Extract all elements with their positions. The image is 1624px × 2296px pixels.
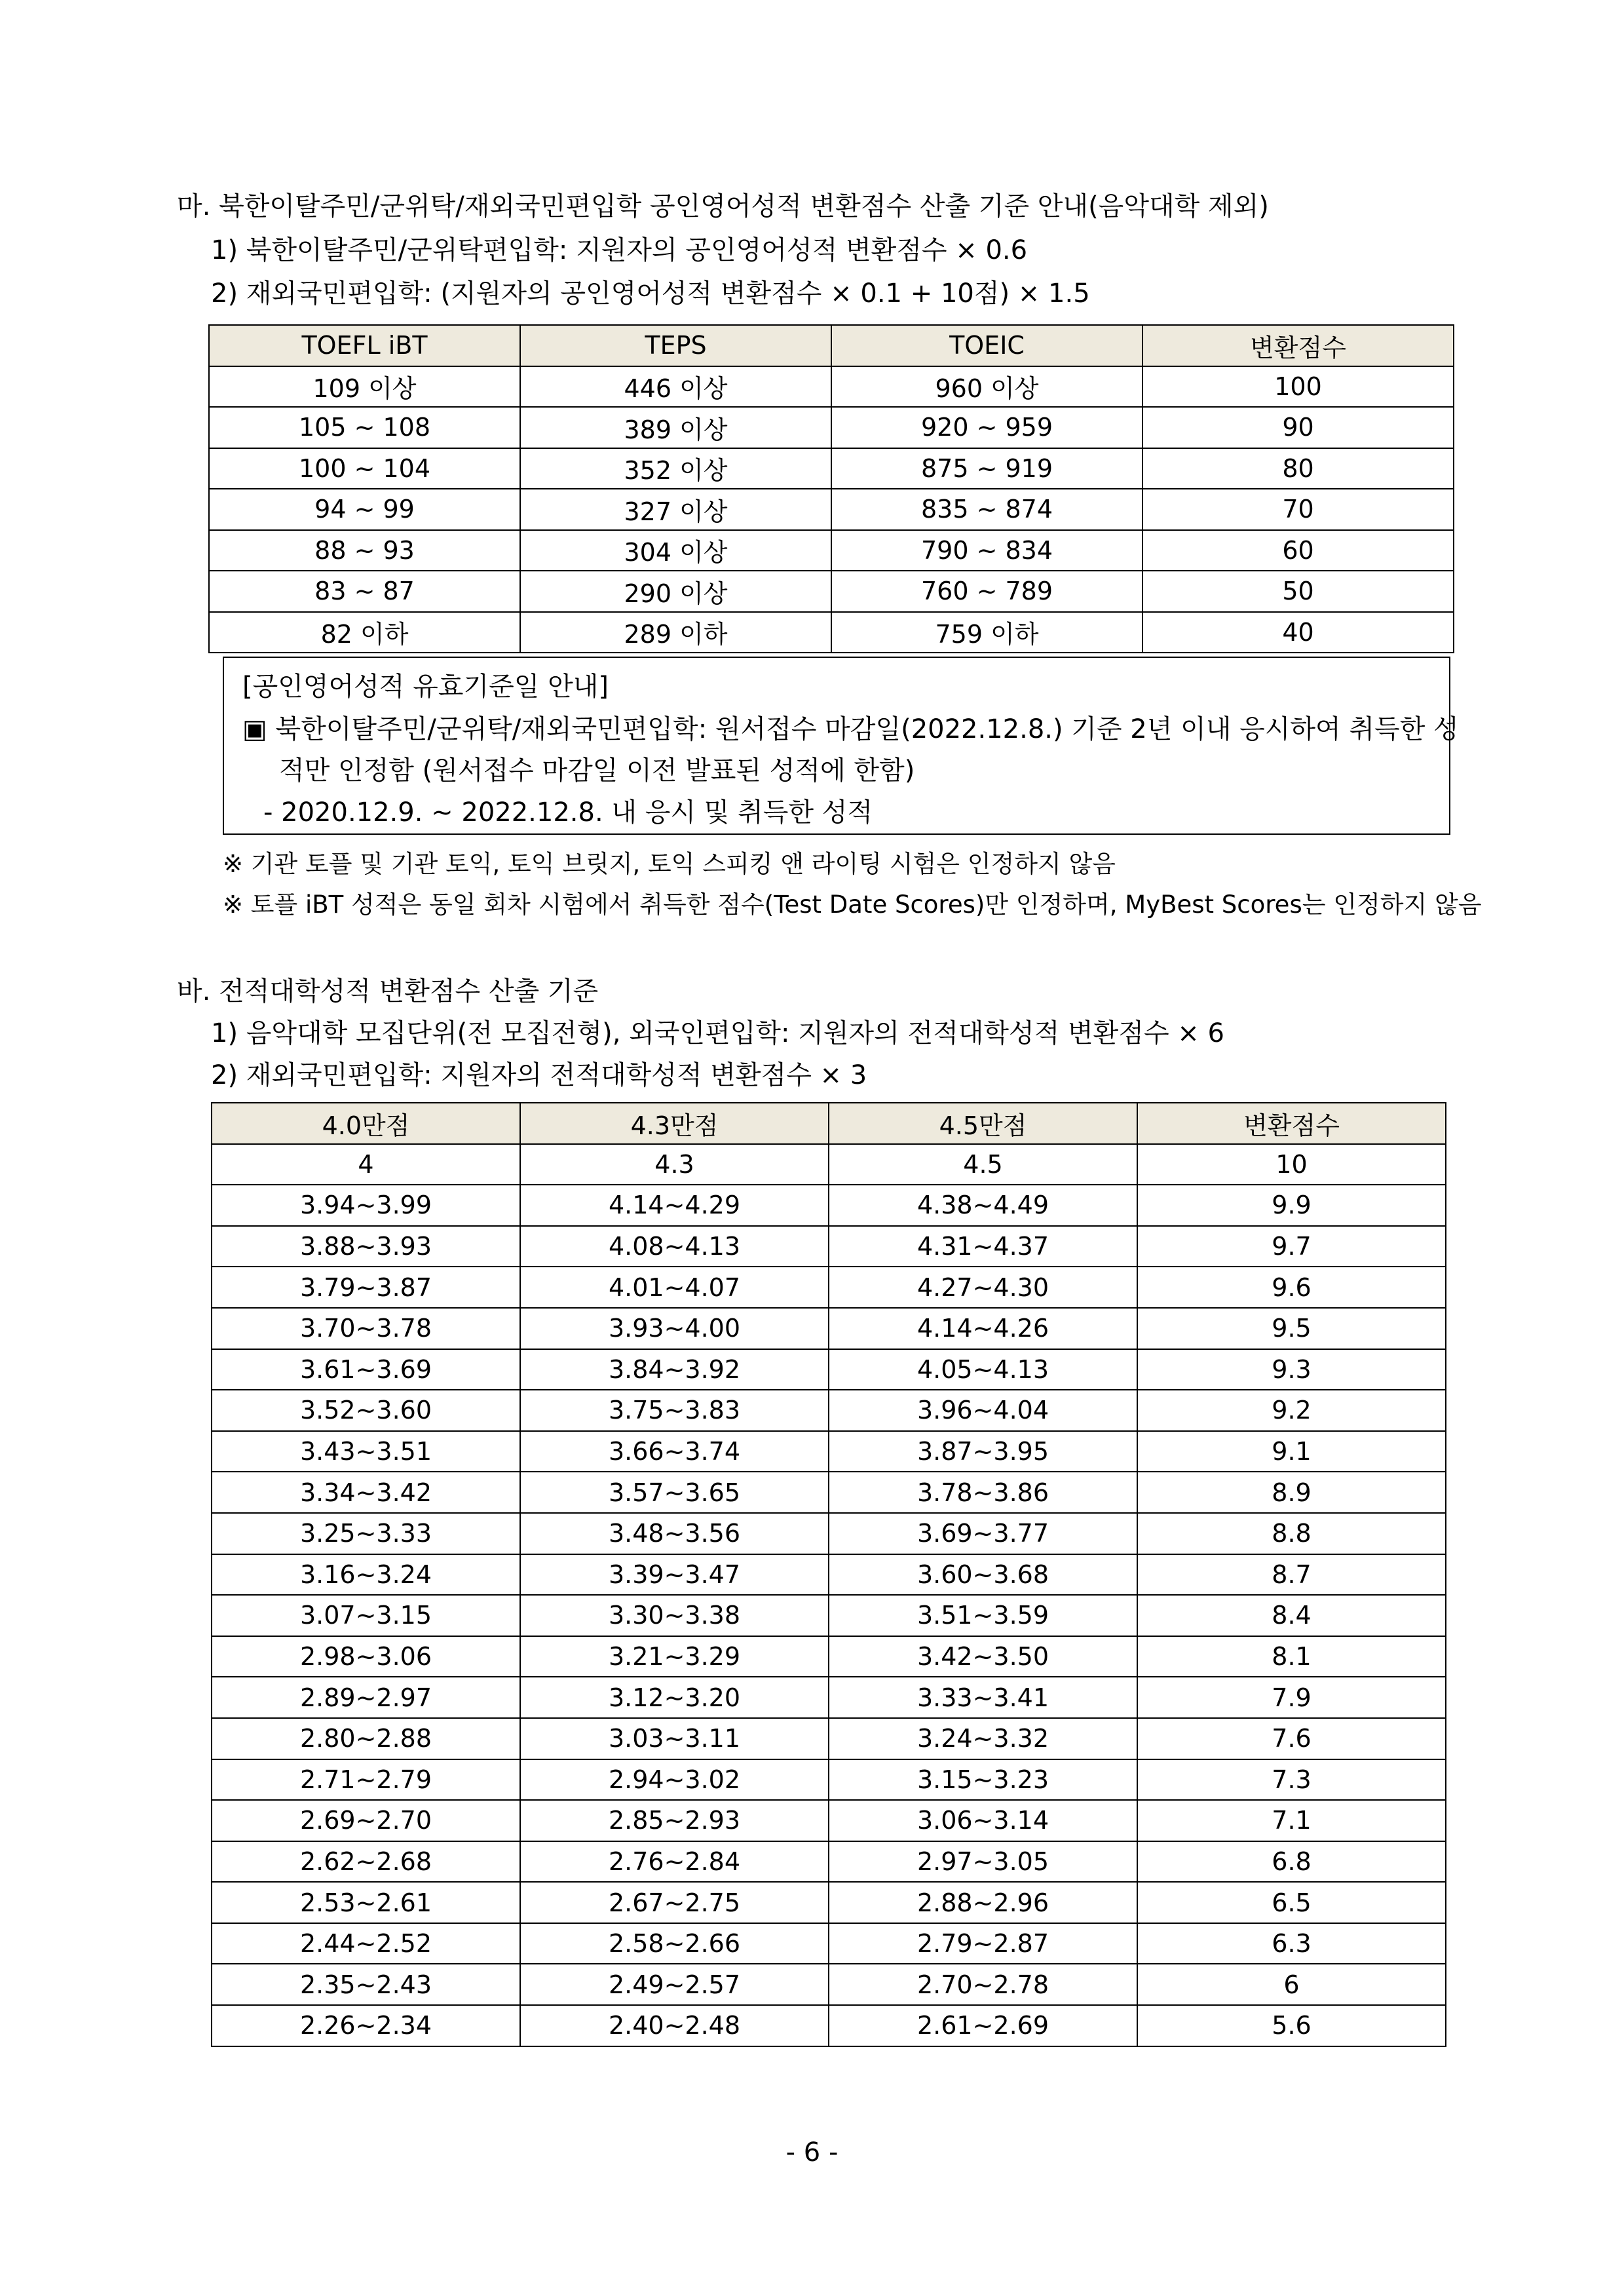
table-row [212,1349,1446,1390]
table-cell: 70 [1142,489,1454,530]
table-cell: 60 [1142,530,1454,571]
note-1: ※ 기관 토플 및 기관 토익, 토익 브릿지, 토익 스피킹 앤 라이팅 시험은 인정하지 않음 [223,850,1116,878]
table-cell: 3.94~3.99 [212,1185,520,1226]
notice-line-2: 적만 인정함 (원서접수 마감일 이전 발표된 성적에 한함) [279,756,915,786]
table-cell: 2.49~2.57 [520,1964,829,2005]
table-cell: 290 이상 [520,571,831,612]
table-cell: 3.42~3.50 [829,1636,1137,1677]
table-cell: 109 이상 [209,366,520,408]
table-cell: 2.61~2.69 [829,2005,1137,2046]
table-cell: 2.79~2.87 [829,1923,1137,1964]
table-cell: 3.75~3.83 [520,1390,829,1431]
table-cell: 8.9 [1137,1472,1446,1513]
table-cell: 3.07~3.15 [212,1595,520,1636]
table-cell: 3.78~3.86 [829,1472,1137,1513]
table-cell: 3.33~3.41 [829,1677,1137,1718]
table-row [212,1472,1446,1513]
table-cell: 3.30~3.38 [520,1595,829,1636]
table-cell: 3.15~3.23 [829,1759,1137,1801]
table-cell: 3.03~3.11 [520,1718,829,1759]
table-row [212,1513,1446,1554]
table-cell: 9.9 [1137,1185,1446,1226]
table-cell: 40 [1142,612,1454,653]
table-row [212,1267,1446,1308]
gpa-score-table [211,1102,1446,2047]
table-cell: 4.01~4.07 [520,1267,829,1308]
validity-notice-box [223,657,1459,835]
table-cell: 2.40~2.48 [520,2005,829,2046]
table-row [209,407,1454,448]
table-cell: 7.6 [1137,1718,1446,1759]
table-cell: 3.52~3.60 [212,1390,520,1431]
table-cell: 90 [1142,407,1454,448]
table-cell: 835 ~ 874 [831,489,1142,530]
table-cell: 2.35~2.43 [212,1964,520,2005]
col-header-4-0-scale: 4.0만점 [212,1103,520,1144]
col-header-toeic: TOEIC [831,325,1142,366]
table-cell: 105 ~ 108 [209,407,520,448]
table-cell: 446 이상 [520,366,831,408]
table-cell: 2.89~2.97 [212,1677,520,1718]
table-cell: 4.31~4.37 [829,1226,1137,1267]
table-cell: 3.84~3.92 [520,1349,829,1390]
table-row [212,1964,1446,2005]
table-cell: 3.43~3.51 [212,1431,520,1472]
table-cell: 3.24~3.32 [829,1718,1137,1759]
table-cell: 9.1 [1137,1431,1446,1472]
table-cell: 2.94~3.02 [520,1759,829,1801]
table-cell: 8.7 [1137,1554,1446,1596]
table-cell: 6.8 [1137,1841,1446,1883]
table-cell: 4.38~4.49 [829,1185,1137,1226]
table-cell: 50 [1142,571,1454,612]
table-cell: 3.57~3.65 [520,1472,829,1513]
table-row [212,1759,1446,1801]
table-cell: 2.58~2.66 [520,1923,829,1964]
table-cell: 2.98~3.06 [212,1636,520,1677]
table-cell: 3.96~4.04 [829,1390,1137,1431]
table-cell: 9.3 [1137,1349,1446,1390]
table-cell: 327 이상 [520,489,831,530]
table-cell: 82 이하 [209,612,520,653]
table-row [212,1923,1446,1964]
table-cell: 3.48~3.56 [520,1513,829,1554]
col-header-converted-score: 변환점수 [1137,1103,1446,1144]
section-ba-item-2: 2) 재외국민편입학: 지원자의 전적대학성적 변환점수 × 3 [211,1060,867,1090]
table-cell: 4.27~4.30 [829,1267,1137,1308]
table-row [212,1308,1446,1349]
table-row [212,1185,1446,1226]
table-cell: 83 ~ 87 [209,571,520,612]
table-header-row [212,1103,1446,1144]
table-row [212,2005,1446,2046]
table-cell: 9.2 [1137,1390,1446,1431]
table-cell: 2.70~2.78 [829,1964,1137,2005]
table-cell: 3.25~3.33 [212,1513,520,1554]
table-cell: 8.1 [1137,1636,1446,1677]
table-cell: 2.62~2.68 [212,1841,520,1883]
table-cell: 389 이상 [520,407,831,448]
table-cell: 3.12~3.20 [520,1677,829,1718]
table-cell: 6.5 [1137,1882,1446,1923]
section-ma-item-2: 2) 재외국민편입학: (지원자의 공인영어성적 변환점수 × 0.1 + 10점) × 1.5 [211,278,1090,309]
table-row [212,1390,1446,1431]
table-cell: 7.9 [1137,1677,1446,1718]
table-cell: 100 ~ 104 [209,448,520,489]
table-cell: 304 이상 [520,530,831,571]
table-cell: 2.71~2.79 [212,1759,520,1801]
table-row [209,612,1454,653]
table-cell: 3.34~3.42 [212,1472,520,1513]
table-row [212,1144,1446,1185]
table-cell: 3.61~3.69 [212,1349,520,1390]
table-cell: 2.80~2.88 [212,1718,520,1759]
table-row [212,1677,1446,1718]
table-cell: 4.3 [520,1144,829,1185]
table-cell: 3.16~3.24 [212,1554,520,1596]
table-cell: 3.70~3.78 [212,1308,520,1349]
col-header-4-3-scale: 4.3만점 [520,1103,829,1144]
table-cell: 875 ~ 919 [831,448,1142,489]
col-header-4-5-scale: 4.5만점 [829,1103,1137,1144]
table-cell: 3.21~3.29 [520,1636,829,1677]
table-cell: 3.39~3.47 [520,1554,829,1596]
table-row [212,1800,1446,1841]
table-cell: 7.3 [1137,1759,1446,1801]
section-ma-item-1: 1) 북한이탈주민/군위탁편입학: 지원자의 공인영어성적 변환점수 × 0.6 [211,235,1028,265]
col-header-converted-score: 변환점수 [1142,325,1454,366]
table-row [212,1431,1446,1472]
note-2: ※ 토플 iBT 성적은 동일 회차 시험에서 취득한 점수(Test Date Scores)만 인정하며, MyBest Scores는 인정하지 않음 [223,890,1482,919]
table-cell: 790 ~ 834 [831,530,1142,571]
table-cell: 9.7 [1137,1226,1446,1267]
table-cell: 352 이상 [520,448,831,489]
table-row [212,1636,1446,1677]
notice-line-1: ▣ 북한이탈주민/군위탁/재외국민편입학: 원서접수 마감일(2022.12.8.) 기준 2년 이내 응시하여 취득한 성 [242,714,1459,744]
table-row [212,1841,1446,1883]
notice-line-3: - 2020.12.9. ~ 2022.12.8. 내 응시 및 취득한 성적 [263,797,873,828]
table-cell: 2.88~2.96 [829,1882,1137,1923]
table-cell: 3.93~4.00 [520,1308,829,1349]
table-cell: 2.69~2.70 [212,1800,520,1841]
table-cell: 4.08~4.13 [520,1226,829,1267]
table-cell: 3.69~3.77 [829,1513,1137,1554]
table-cell: 3.66~3.74 [520,1431,829,1472]
table-row [209,366,1454,408]
table-row [212,1226,1446,1267]
table-row [212,1882,1446,1923]
table-cell: 920 ~ 959 [831,407,1142,448]
table-cell: 7.1 [1137,1800,1446,1841]
table-cell: 3.88~3.93 [212,1226,520,1267]
table-row [209,448,1454,489]
table-cell: 4 [212,1144,520,1185]
table-cell: 2.53~2.61 [212,1882,520,1923]
table-cell: 3.79~3.87 [212,1267,520,1308]
table-cell: 2.97~3.05 [829,1841,1137,1883]
table-cell: 4.05~4.13 [829,1349,1137,1390]
table-cell: 9.6 [1137,1267,1446,1308]
table-cell: 94 ~ 99 [209,489,520,530]
table-row [212,1595,1446,1636]
table-cell: 960 이상 [831,366,1142,408]
table-cell: 3.06~3.14 [829,1800,1137,1841]
notice-title: [공인영어성적 유효기준일 안내] [242,672,609,702]
table-cell: 5.6 [1137,2005,1446,2046]
table-cell: 6.3 [1137,1923,1446,1964]
table-cell: 8.8 [1137,1513,1446,1554]
table-cell: 2.44~2.52 [212,1923,520,1964]
table-cell: 6 [1137,1964,1446,2005]
table-cell: 759 이하 [831,612,1142,653]
table-cell: 2.85~2.93 [520,1800,829,1841]
col-header-toefl: TOEFL iBT [209,325,520,366]
table-row [209,489,1454,530]
table-cell: 4.14~4.26 [829,1308,1137,1349]
table-cell: 10 [1137,1144,1446,1185]
table-cell: 88 ~ 93 [209,530,520,571]
table-row [212,1718,1446,1759]
page-number: - 6 - [785,2137,839,2168]
table-row [212,1554,1446,1596]
english-score-table [208,324,1454,653]
table-cell: 4.5 [829,1144,1137,1185]
table-cell: 2.67~2.75 [520,1882,829,1923]
section-ba-item-1: 1) 음악대학 모집단위(전 모집전형), 외국인편입학: 지원자의 전적대학성적 변환점수 × 6 [211,1018,1224,1048]
table-header-row [209,325,1454,366]
col-header-teps: TEPS [520,325,831,366]
table-cell: 289 이하 [520,612,831,653]
section-ma-title: 마. 북한이탈주민/군위탁/재외국민편입학 공인영어성적 변환점수 산출 기준 안내(음악대학 제외) [177,191,1269,221]
section-ba-title: 바. 전적대학성적 변환점수 산출 기준 [177,976,599,1006]
table-cell: 80 [1142,448,1454,489]
table-cell: 2.76~2.84 [520,1841,829,1883]
table-cell: 9.5 [1137,1308,1446,1349]
table-cell: 760 ~ 789 [831,571,1142,612]
table-cell: 3.87~3.95 [829,1431,1137,1472]
table-cell: 8.4 [1137,1595,1446,1636]
table-cell: 3.51~3.59 [829,1595,1137,1636]
table-row [209,571,1454,612]
table-cell: 100 [1142,366,1454,408]
table-cell: 3.60~3.68 [829,1554,1137,1596]
table-row [209,530,1454,571]
table-cell: 2.26~2.34 [212,2005,520,2046]
table-cell: 4.14~4.29 [520,1185,829,1226]
